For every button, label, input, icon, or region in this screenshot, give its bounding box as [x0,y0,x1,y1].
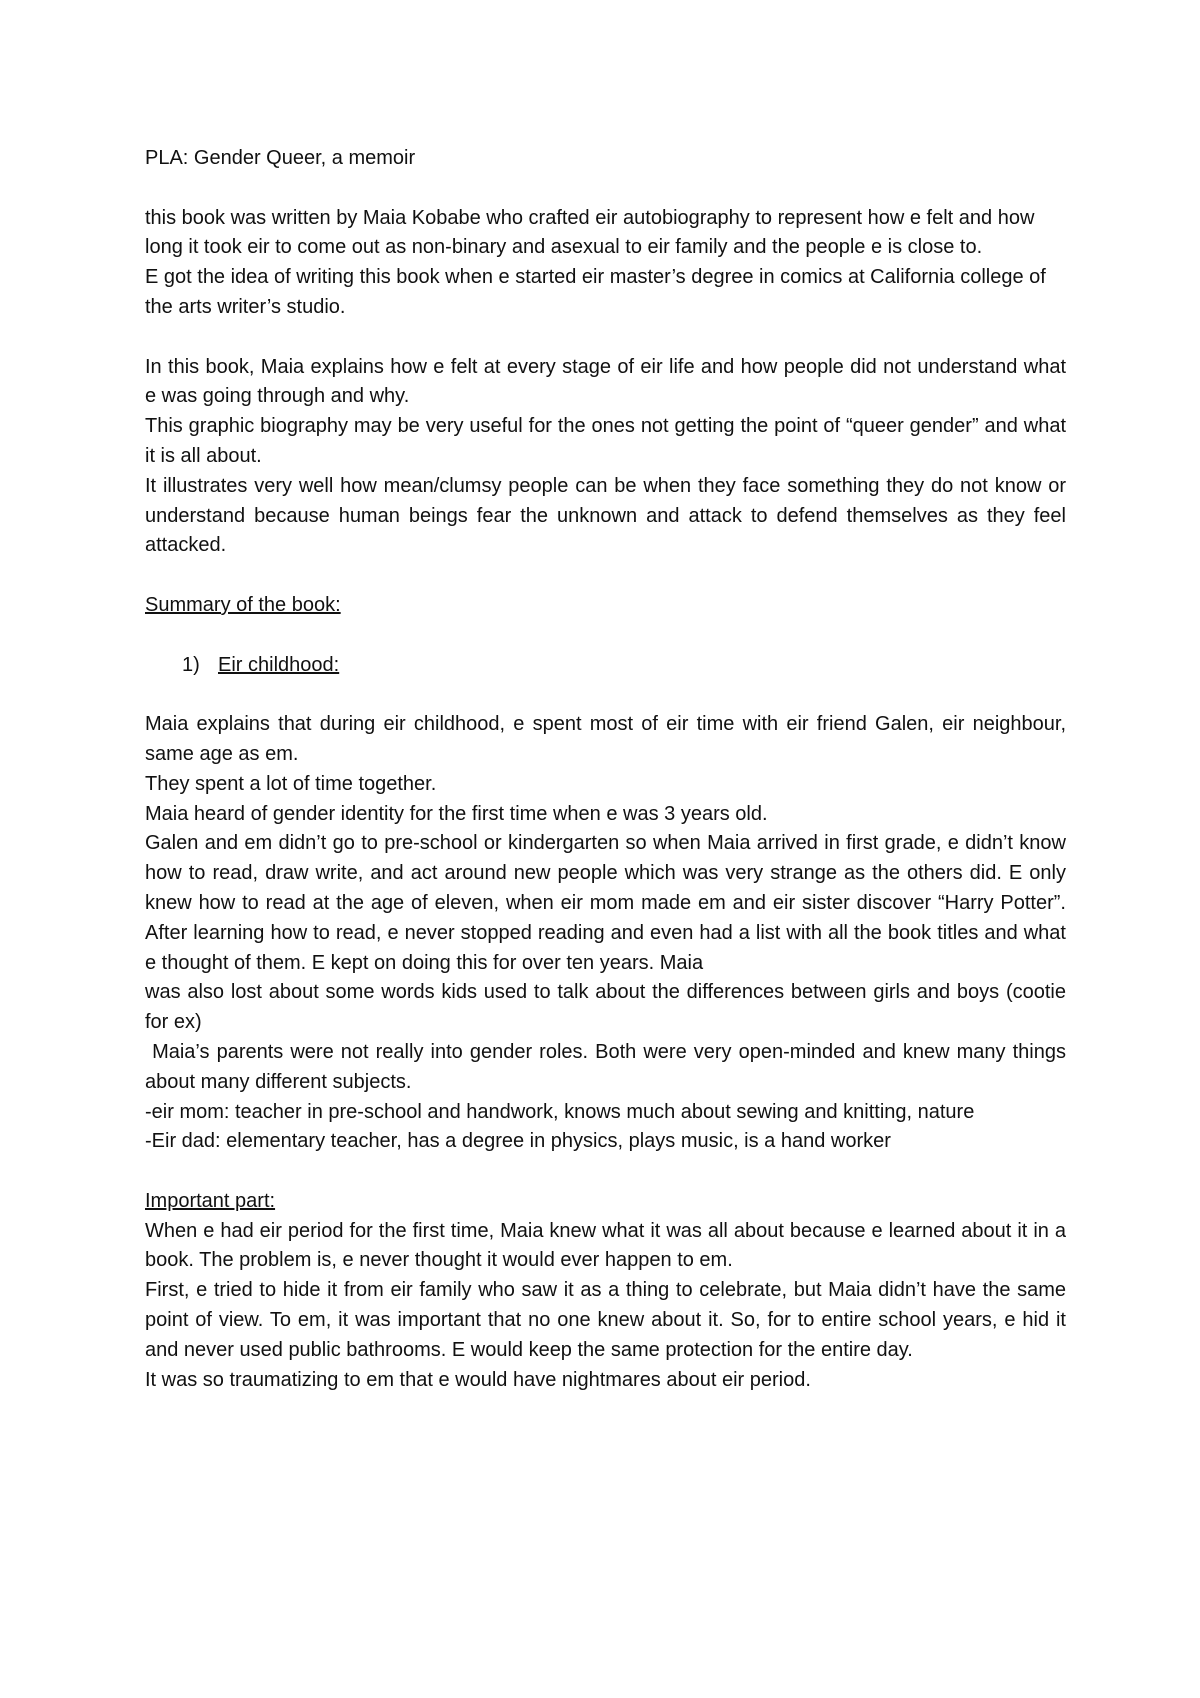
childhood-paragraph: Galen and em didn’t go to pre-school or kindergarten so when Maia arrived in first grade, e didn’t know how to read, draw write, and act around new people which was very strange as the others did. E only knew how to read at the age of eleven, when eir mom made em and eir sister discover “Harry Potter”. After learning how to read, e never stopped reading and even had a list with all the book titles and what e thought of them. E kept on doing this for over ten years. Maia [145,832,1066,974]
overview-paragraph: This graphic biography may be very useful for the ones not getting the point of “queer gender” and what it is all about. [145,415,1066,467]
childhood-paragraph: Maia heard of gender identity for the first time when e was 3 years old. [145,802,768,825]
paragraph-gap [145,1157,1066,1187]
childhood-paragraph: Maia explains that during eir childhood, e spent most of eir time with eir friend Galen, eir neighbour, same age as em. [145,713,1066,765]
paragraph-gap [145,561,1066,591]
overview-paragraph: It illustrates very well how mean/clumsy people can be when they face something they do not know or understand because human beings fear the unknown and attack to defend themselves as they feel attacked. [145,474,1066,557]
paragraph-gap [145,621,1066,651]
paragraph-gap [145,323,1066,353]
section-heading-childhood [145,651,1066,681]
important-heading: Important part: [145,1189,276,1212]
important-paragraph: When e had eir period for the first time, Maia knew what it was all about because e learned about it in a book. The problem is, e never thought it would ever happen to em. [145,1219,1066,1272]
childhood-paragraph: They spent a lot of time together. [145,772,437,795]
intro-paragraph: E got the idea of writing this book when e started eir master’s degree in comics at California college of the arts writer’s studio. [145,266,1046,318]
childhood-paragraph: was also lost about some words kids used to talk about the differences between girls and boys (cootie for ex) [145,981,1066,1034]
section-title: Eir childhood: [218,653,340,676]
childhood-paragraph: -eir mom: teacher in pre-school and handwork, knows much about sewing and knitting, nature [145,1100,975,1123]
important-paragraph: First, e tried to hide it from eir family who saw it as a thing to celebrate, but Maia didn’t have the same point of view. To em, it was important that no one knew about it. So, for to entire school years, e hid it and never used public bathrooms. E would keep the same protection for the entire day. [145,1279,1066,1361]
childhood-paragraph: Maia’s parents were not really into gender roles. Both were very open-minded and knew many things about many different subjects. [145,1040,1072,1093]
intro-paragraph: this book was written by Maia Kobabe who crafted eir autobiography to represent how e felt and how long it took eir to come out as non-binary and asexual to eir family and the people e is close to. [145,206,1035,259]
childhood-paragraph: -Eir dad: elementary teacher, has a degree in physics, plays music, is a hand worker [145,1130,891,1153]
important-paragraph: It was so traumatizing to em that e would have nightmares about eir period. [145,1368,811,1391]
section-number: 1) [182,653,200,676]
summary-heading: Summary of the book: [145,593,341,616]
paragraph-gap [145,680,1066,710]
document-page [145,144,1072,1395]
document-title: PLA: Gender Queer, a memoir [145,147,416,169]
overview-paragraph: In this book, Maia explains how e felt at every stage of eir life and how people did not understand what e was going through and why. [145,355,1066,408]
